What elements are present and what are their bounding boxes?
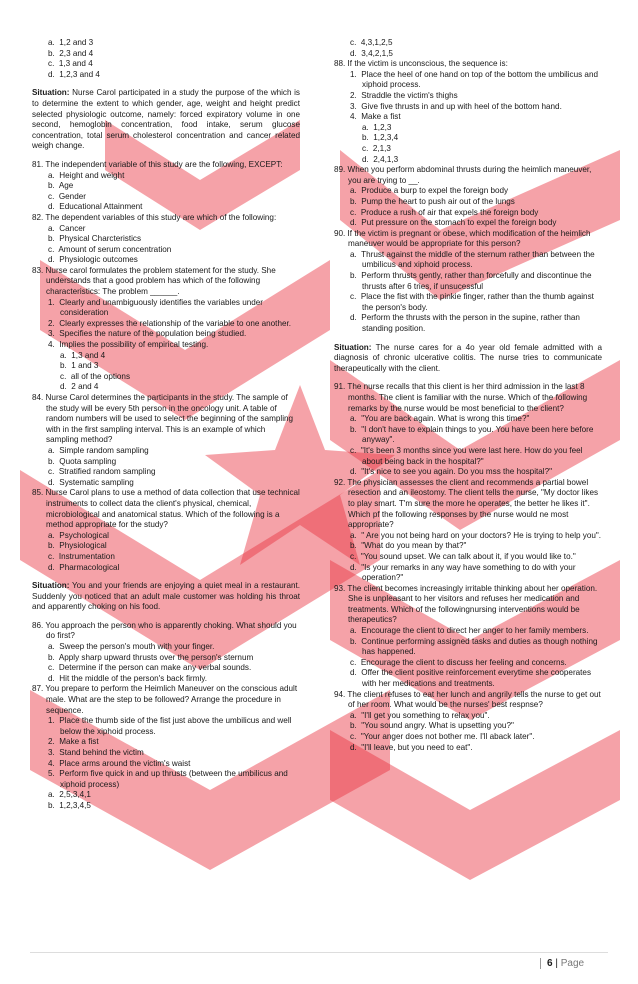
answer-option: 1. Clearly and unambiguously identifies the variables under consideration — [48, 297, 266, 318]
answer-option: 3. Give five thrusts in and up with heel of the bottom hand. — [350, 101, 562, 111]
question-stem: 85. Nurse Carol plans to use a method of data collection that use technical instruments to collect data the client's physical, chemical, microbiological and anatomical status. Which of the following is a method appropriate for the study? — [32, 488, 303, 530]
question-stem: 89. When you perform abdominal thrusts during the heimlich maneuver, you are trying to __. — [334, 165, 594, 185]
answer-option: d. Pharmacological — [48, 562, 120, 572]
page-label: Page — [560, 958, 585, 969]
answer-option: c. Amount of serum concentration — [48, 244, 172, 254]
page-separator: | — [555, 958, 561, 969]
situation-label: Situation: — [32, 581, 70, 591]
question-stem: 83. Nurse carol formulates the problem statement for the study. She understands that a good problem has which of the following characteristics: The problem ______. — [32, 265, 278, 297]
answer-option: 2. Make a fist — [48, 737, 99, 747]
answer-option: b. "What do you mean by that?" — [350, 541, 467, 551]
answer-option: c. "It's been 3 months since you were last here. How do you feel about being back in the hospital?" — [350, 445, 585, 466]
answer-option: c. 1,3 and 4 — [48, 59, 93, 69]
answer-option: b. "You sound angry. What is upsetting you?" — [350, 721, 514, 731]
answer-option: b. 2,3 and 4 — [48, 48, 94, 58]
answer-option: a. Encourage the client to direct her anger to her family members. — [350, 626, 589, 636]
answer-option: a. Produce a burp to expel the foreign body — [350, 186, 509, 196]
answer-option: d. Offer the client positive reinforcement everytime she cooperates with her medications and treatments. — [350, 668, 594, 689]
spacer — [32, 152, 300, 160]
answer-option: b. Pump the heart to push air out of the lungs — [350, 196, 515, 206]
answer-option: b. Continue performing assigned tasks and duties as though nothing has happened. — [350, 636, 600, 657]
answer-option: c. Gender — [48, 191, 86, 201]
answer-option: b. Perform thrusts gently, rather than forcefully and discontinue the thrusts after 6 tries, if unsucessful — [350, 271, 594, 291]
sub-option: b. 1,2,3,4 — [362, 133, 399, 143]
answer-option: a. "You are back again. What is wrong this time?" — [350, 414, 530, 424]
answer-option: b. 1,2,3,4,5 — [48, 800, 91, 810]
answer-option: c. "You sound upset. We can talk about it, if you would like to." — [350, 551, 576, 561]
question-stem: 86. You approach the person who is apparently choking. What should you do first? — [32, 620, 299, 641]
answer-option: d. Perform the thrusts with the person in the supine, rather than standing position. — [350, 313, 583, 334]
situation-paragraph — [32, 581, 303, 613]
answer-option: d. "I'll leave, but you need to eat". — [350, 742, 473, 752]
answer-option: 3. Specifies the nature of the population being studied. — [48, 329, 247, 339]
situation-label: Situation: — [334, 342, 372, 352]
answer-option: b. Apply sharp upward thrusts over the person's sternum — [48, 652, 254, 662]
answer-option: a. "I'll get you something to relax you". — [350, 710, 490, 720]
answer-option: 4. Implies the possibility of empirical testing. — [48, 340, 209, 350]
answer-option: 5. Perform five quick in and up thrusts (between the umbilicus and xiphoid process) — [48, 769, 291, 789]
answer-option: a. " Are you not being hard on your doctors? He is trying to help you". — [350, 530, 602, 540]
answer-option: 3. Stand behind the victim — [48, 748, 144, 757]
answer-option: c. "Your anger does not bother me. I'll aback later". — [350, 732, 535, 741]
answer-option: a. Cancer — [48, 223, 86, 233]
question-stem: 84. Nurse Carol determines the participants in the study. The sample of the study will be every 5th person in the oncology unit. A table of random numbers will be used to select the beginning of the sampling with in the first sampling interval. This is an example of which sampling method? — [32, 393, 296, 445]
answer-option: c. Produce a rush of air that expels the foreign body — [350, 207, 539, 217]
answer-option: d. Systematic sampling — [48, 477, 134, 487]
answer-option: d. "Is your remarks in any way have something to do with your operation?" — [350, 562, 578, 583]
answer-option: a. Psychological — [48, 530, 109, 540]
answer-option: a. Simple random sampling — [48, 445, 149, 455]
sub-option: d. 2,4,1,3 — [362, 154, 399, 164]
answer-option: 1. Place the heel of one hand on top of the bottom the umbilicus and xiphoid process. — [350, 69, 601, 90]
sub-option: d. 2 and 4 — [60, 382, 99, 392]
answer-option: 4. Make a fist — [350, 112, 401, 122]
question-stem: 91. The nurse recalls that this client is her third admission in the last 8 months. The client is familiar with the nurse. Which of the following remarks by the nurse would be most beneficial to the client? — [334, 382, 590, 413]
answer-option: a. Sweep the person's mouth with your finger. — [48, 642, 215, 652]
answer-option: 2. Straddle the victim's thighs — [350, 90, 458, 100]
question-stem: 81. The independent variable of this study are the following, EXCEPT: — [32, 159, 283, 169]
answer-option: b. "I don't have to explain things to you. You have been here before anyway". — [350, 424, 596, 445]
answer-option: a. Thrust against the middle of the sternum rather than between the umbilicus and xiphoid process. — [350, 249, 597, 270]
question-stem: 93. The client becomes increasingly irritable thinking about her operation. She is unpleasant to her visitors and refuses her medication and treatments. Which of the followingnursing interventions would be therapeutics? — [334, 583, 600, 625]
situation-text: You and your friends are enjoying a quiet meal in a restaurant. Suddenly you noticed that an adult male customer was holding his throat and apparently choking on his food. — [32, 581, 303, 612]
answer-option: d. 1,2,3 and 4 — [48, 69, 100, 79]
situation-label: Situation: — [32, 88, 70, 98]
sub-option: c. 2,1,3 — [362, 143, 391, 153]
answer-option: d. Put pressure on the stomach to expel the foreign body — [350, 218, 557, 228]
answer-option: d. 3,4,2,1,5 — [350, 48, 393, 58]
answer-option: b. Quota sampling — [48, 456, 117, 466]
answer-option: 4. Place arms around the victim's waist — [48, 758, 191, 768]
situation-paragraph — [32, 88, 303, 152]
footer-rule — [30, 952, 608, 953]
spacer — [32, 80, 300, 88]
situation-text: Nurse Carol participated in a study the purpose of the which is to determine the extent to which gender, age, weight and height predict selected physiologic outcome, namely: forced expiratory volume in one second, hemoglobin concentration, food intake, serum glucose concentration, total serum cholesterol concentration and cancer related weigh change. — [32, 88, 303, 151]
answer-option: c. Instrumentation — [48, 551, 115, 561]
answer-option: 2. Clearly expresses the relationship of the variable to one another. — [48, 318, 291, 328]
answer-option: c. Stratified random sampling — [48, 467, 156, 477]
question-stem: 82. The dependent variables of this study are which of the following: — [32, 212, 277, 222]
situation-text: The nurse cares for a 4o year old female admitted with a diagnosis of chronic ulcerative colitis. The nurse tries to communicate therapeutically with the client. — [334, 342, 605, 373]
answer-option: a. Height and weight — [48, 170, 125, 180]
spacer — [334, 374, 602, 382]
question-stem: 92. The physician assesses the client and recommends a partial bowel resection and an ileostomy. The client tells the nurse, "My doctor likes to play smart. T'm sure the more he operates, the better he likes it". Which pf the following responses by the nurse would ne most appropriate? — [334, 477, 601, 530]
right-column — [334, 38, 605, 753]
sub-option: a. 1,3 and 4 — [60, 350, 106, 360]
sub-option: b. 1 and 3 — [60, 361, 99, 371]
sub-option: c. all of the options — [60, 371, 131, 381]
page-number: 6 — [547, 958, 553, 969]
question-stem: 94. The client refuses to eat her lunch and angrily tells the nurse to get out of her room. What would be the nurses' best respnse? — [334, 689, 604, 710]
answer-option: c. 4,3,1,2,5 — [350, 38, 393, 47]
spacer — [32, 613, 300, 621]
answer-option: b. Physiological — [48, 541, 107, 551]
answer-option: b. Age — [48, 181, 74, 191]
question-stem: 87. You prepare to perform the Heimlich Maneuver on the conscious adult male. What are the step to be followed? Arrange the procedure in sequence. — [32, 684, 300, 715]
answer-option: c. Encourage the client to discuss her feeling and concerns. — [350, 657, 567, 667]
answer-option: d. Physiologic outcomes — [48, 255, 138, 265]
answer-option: a. 2,5,3,4,1 — [48, 790, 91, 800]
answer-option: d. Educational Attainment — [48, 202, 143, 212]
answer-option: c. Place the fist with the pinkie finger, rather than the thumb against the person's body. — [350, 292, 597, 312]
question-stem: 88. If the victim is unconscious, the sequence is: — [334, 59, 508, 69]
spacer — [334, 335, 602, 343]
question-stem: 90. If the victim is pregnant or obese, which modification of the heimlich maneuver would be appropriate for this person? — [334, 228, 593, 249]
page-footer — [540, 958, 617, 969]
left-column — [32, 38, 303, 812]
answer-option: c. Determine if the person can make any verbal sounds. — [48, 663, 252, 673]
answer-option: d. Hit the middle of the person's back firmly. — [48, 673, 207, 683]
sub-option: a. 1,2,3 — [362, 122, 392, 132]
situation-paragraph — [334, 342, 605, 375]
answer-option: 1. Place the thumb side of the fist just above the umbilicus and well below the xiphoid process. — [48, 716, 294, 736]
answer-option: d. "It's nice to see you again. Do you mss the hospital?" — [350, 467, 552, 477]
spacer — [32, 573, 300, 581]
answer-option: a. 1,2 and 3 — [48, 38, 94, 47]
answer-option: b. Physical Charcteristics — [48, 234, 142, 244]
